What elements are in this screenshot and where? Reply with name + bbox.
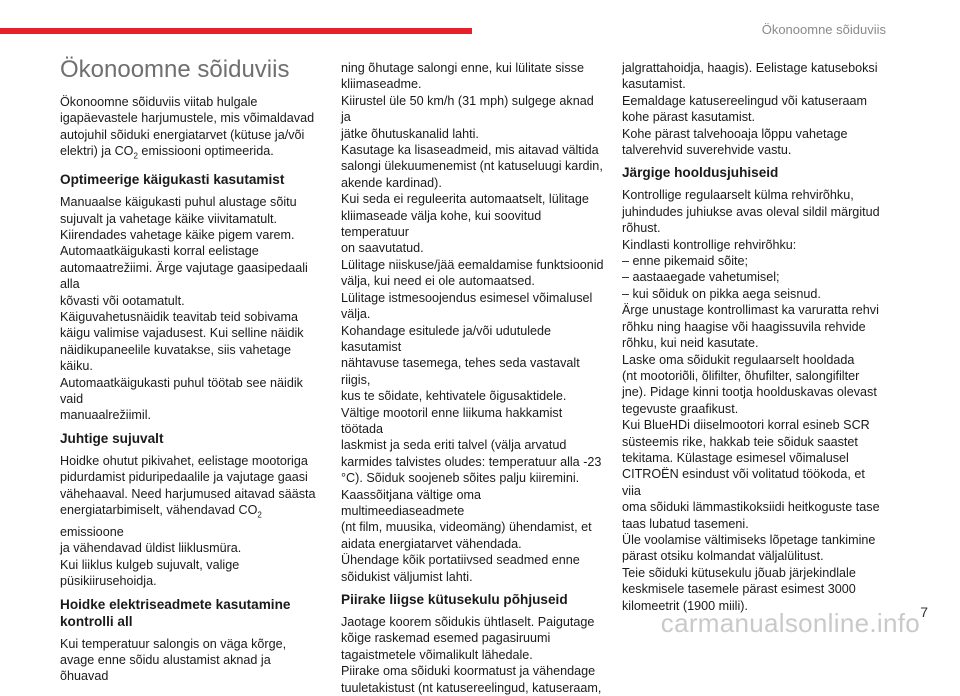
text-line: autojuhil sõiduki energiatarvet (kütuse ja/või bbox=[60, 127, 305, 142]
list-item: – kui sõiduk on pikka aega seisnud. bbox=[622, 286, 821, 301]
text-line: kasutamist. bbox=[622, 77, 686, 92]
list-item: – aastaaegade vahetumisel; bbox=[622, 270, 780, 285]
text-line: keskmisele tasemele pärast esimest 3000 bbox=[622, 582, 856, 597]
text-line: automaatrežiimi. Ärge vajutage gaasipedaali alla bbox=[60, 260, 308, 292]
text-line: näidikupaneelile kuvatakse, siis vahetage käiku. bbox=[60, 342, 292, 374]
text-line: Ärge unustage kontrollimast ka varuratta rehvi bbox=[622, 303, 879, 318]
text-line: kõige raskemad esemed pagasiruumi bbox=[341, 631, 551, 646]
heading-maintenance: Järgige hooldusjuhiseid bbox=[622, 165, 779, 181]
text-line: Ökonoomne sõiduviis viitab hulgale bbox=[60, 95, 258, 109]
text-line: aidata energiatarvet vähendada. bbox=[341, 536, 522, 551]
text-line: Vältige mootoril enne liikuma hakkamist töötada bbox=[341, 405, 563, 436]
text-line: CITROËN esindust või volitatud töökoda, et viia bbox=[622, 467, 865, 498]
text-line: Kohe pärast talvehooaja lõppu vahetage bbox=[622, 126, 848, 141]
text-line: Kiirustel üle 50 km/h (31 mph) sulgege aknad ja bbox=[341, 93, 594, 125]
text-line: manuaalrežiimil. bbox=[60, 408, 151, 423]
text-line: Kasutage ka lisaseadmeid, mis aitavad vältida bbox=[341, 143, 599, 158]
text-line: taas lubatud tasemeni. bbox=[622, 516, 749, 531]
text-line: (nt film, muusika, videomäng) ühendamist, et bbox=[341, 520, 592, 535]
text-line: kohe pärast kasutamist. bbox=[622, 110, 755, 125]
heading-smooth-driving: Juhtige sujuvalt bbox=[60, 430, 164, 446]
column-3 bbox=[622, 60, 884, 614]
subscript: 2 bbox=[133, 151, 138, 161]
column-1 bbox=[60, 56, 320, 685]
text-line: Automaatkäigukasti korral eelistage bbox=[60, 244, 259, 259]
header-section-title: Ökonoomne sõiduviis bbox=[761, 22, 886, 37]
text-line: kliimaseadme. bbox=[341, 77, 422, 92]
text-line: süsteemis rike, hakkab teie sõiduk saastet bbox=[622, 434, 858, 449]
text-line: pidurdamist piduripedaalile ja vajutage gaasi bbox=[60, 470, 308, 485]
text-line: tegevuste graafikust. bbox=[622, 401, 739, 416]
page-number: 7 bbox=[920, 604, 928, 620]
text-line: Käiguvahetusnäidik teavitab teid sobivama bbox=[60, 309, 299, 324]
text-line: °C). Sõiduk soojeneb sõites palju kiiremini. bbox=[341, 471, 580, 486]
text-line: rõhku, kui neid kasutate. bbox=[622, 336, 759, 351]
text-line: Eemaldage katusereelingud või katuseraam bbox=[622, 93, 868, 108]
text-line: jalgrattahoidja, haagis). Eelistage katuseboksi bbox=[622, 61, 878, 75]
text-line: Kiirendades vahetage käike pigem varem. bbox=[60, 227, 295, 242]
text-line: Piirake oma sõiduki koormatust ja vähendage bbox=[341, 664, 596, 679]
watermark: carmanualsonline.info bbox=[660, 608, 920, 638]
text-line: jätke õhutuskanalid lahti. bbox=[341, 126, 479, 141]
text-line: Manuaalse käigukasti puhul alustage sõitu bbox=[60, 195, 297, 210]
text-line: välja. bbox=[341, 307, 371, 322]
text-line-co2 bbox=[60, 502, 320, 540]
text-line: Lülitage istmesoojendus esimesel võimalusel bbox=[341, 290, 593, 305]
text-line: Kaassõitjana vältige oma multimeediaseadmete bbox=[341, 487, 482, 518]
text-fragment: emissioone bbox=[60, 524, 124, 539]
text-line: on saavutatud. bbox=[341, 241, 424, 256]
text-fragment: elektri) ja CO bbox=[60, 144, 134, 159]
text-line: ning õhutage salongi enne, kui lülitate sisse bbox=[341, 61, 584, 75]
heading-line: kontrolli all bbox=[60, 613, 133, 629]
text-fragment: energiatarbimiselt, vähendavad CO bbox=[60, 503, 258, 518]
text-line: käigu valimise vajadusest. Kui selline näidik bbox=[60, 326, 304, 341]
text-line: akende kardinad). bbox=[341, 175, 442, 190]
text-line: Kohandage esitulede ja/või udutulede kasutamist bbox=[341, 323, 552, 354]
text-line: Automaatkäigukasti puhul töötab see näidik vaid bbox=[60, 375, 303, 407]
text-line: sõidukist väljumist lahti. bbox=[341, 569, 473, 584]
heading-gearbox: Optimeerige käigukasti kasutamist bbox=[60, 172, 285, 188]
page-title: Ökonoomne sõiduviis bbox=[60, 56, 290, 83]
text-line: tuuletakistust (nt katusereelingud, katuseraam, bbox=[341, 680, 602, 695]
text-line: nähtavuse tasemega, tehes seda vastavalt riigis, bbox=[341, 356, 580, 387]
text-line: vähehaaval. Need harjumused aitavad säästa bbox=[60, 486, 316, 501]
text-line: Kindlasti kontrollige rehvirõhku: bbox=[622, 237, 797, 252]
text-line: laskmist ja seda eriti talvel (välja arvatud bbox=[341, 438, 567, 453]
text-line: jne). Pidage kinni tootja hoolduskavas olevast bbox=[622, 385, 877, 400]
header-accent-bar bbox=[0, 28, 472, 34]
text-line: välja, kui need ei ole automaatsed. bbox=[341, 274, 535, 289]
text-line: talverehvid suverehvide vastu. bbox=[622, 143, 792, 158]
text-fragment: emissiooni optimeerida. bbox=[137, 144, 274, 159]
text-line: tekitama. Külastage esimesel võimalusel bbox=[622, 450, 849, 465]
text-line: kilomeetrit (1900 miili). bbox=[622, 598, 748, 613]
gearbox-paragraph bbox=[60, 194, 320, 424]
smooth-driving-paragraph bbox=[60, 453, 320, 590]
list-item: – enne pikemaid sõite; bbox=[622, 254, 749, 269]
text-line: sujuvalt ja vahetage käike viivitamatult. bbox=[60, 211, 278, 226]
maintenance-paragraph bbox=[622, 187, 884, 614]
text-line: Lülitage niiskuse/jää eemaldamise funktsioonid bbox=[341, 257, 604, 272]
text-line: kus te sõidate, kehtivatele õigusaktidele. bbox=[341, 389, 567, 404]
text-line: ja vähendavad üldist liiklusmüra. bbox=[60, 541, 242, 556]
text-line: pärast otsiku kolmandat väljalülitust. bbox=[622, 549, 824, 564]
text-line: rõhku ning haagise või haagissuvila rehvide bbox=[622, 319, 866, 334]
text-line: Kui temperatuur salongis on väga kõrge, bbox=[60, 636, 287, 651]
text-line: avage enne sõidu alustamist aknad ja õhuavad bbox=[60, 653, 271, 684]
text-line: kliimaseade välja kohe, kui soovitud temperatuur bbox=[341, 208, 542, 240]
text-line: Kui liiklus kulgeb sujuvalt, valige bbox=[60, 557, 240, 572]
intro-paragraph bbox=[60, 94, 320, 165]
text-line: tagaistmetele võimalikult lähedale. bbox=[341, 647, 533, 662]
text-line: Hoidke ohutut pikivahet, eelistage mootoriga bbox=[60, 453, 308, 468]
heading-electrical-equipment bbox=[60, 596, 320, 630]
text-line: oma sõiduki lämmastikoksiidi heitkoguste tase bbox=[622, 500, 880, 515]
roof-paragraph bbox=[622, 60, 884, 158]
text-line: juhindudes juhiukse avas oleval sildil märgitud bbox=[622, 204, 880, 219]
text-line: kõvasti või ootamatult. bbox=[60, 293, 185, 308]
subscript: 2 bbox=[257, 510, 262, 520]
text-line: Kui BlueHDi diiselmootori korral esineb SCR bbox=[622, 418, 870, 433]
text-line: Laske oma sõidukit regulaarselt hooldada bbox=[622, 352, 855, 367]
load-paragraph bbox=[341, 614, 606, 696]
text-line: rõhust. bbox=[622, 221, 661, 236]
text-line: Jaotage koorem sõidukis ühtlaselt. Paigutage bbox=[341, 615, 595, 629]
text-line: igapäevastele harjumustele, mis võimaldavad bbox=[60, 111, 315, 126]
text-line: Teie sõiduki kütusekulu jõuab järjekindlale bbox=[622, 565, 856, 580]
text-line: salongi ülekuumenemist (nt katuseluugi kardin, bbox=[341, 159, 603, 174]
climate-paragraph bbox=[341, 60, 606, 585]
heading-line: Hoidke elektriseadmete kasutamine bbox=[60, 596, 291, 612]
column-2 bbox=[341, 60, 606, 696]
electrical-paragraph bbox=[60, 636, 320, 685]
text-line: karmides talvistes oludes: temperatuur alla -23 bbox=[341, 454, 602, 469]
text-line: (nt mootoriõli, õlifilter, õhufilter, salongifilter bbox=[622, 368, 860, 383]
text-line: Üle voolamise vältimiseks lõpetage tankimine bbox=[622, 532, 876, 547]
text-line: püsikiirusehoidja. bbox=[60, 574, 157, 589]
text-line: Kontrollige regulaarselt külma rehvirõhku, bbox=[622, 188, 854, 203]
text-line-co2 bbox=[60, 143, 320, 165]
text-line: Kui seda ei reguleerita automaatselt, lülitage bbox=[341, 192, 589, 207]
heading-fuel-consumption: Piirake liigse kütusekulu põhjuseid bbox=[341, 592, 568, 607]
text-line: Ühendage kõik portatiivsed seadmed enne bbox=[341, 553, 580, 568]
